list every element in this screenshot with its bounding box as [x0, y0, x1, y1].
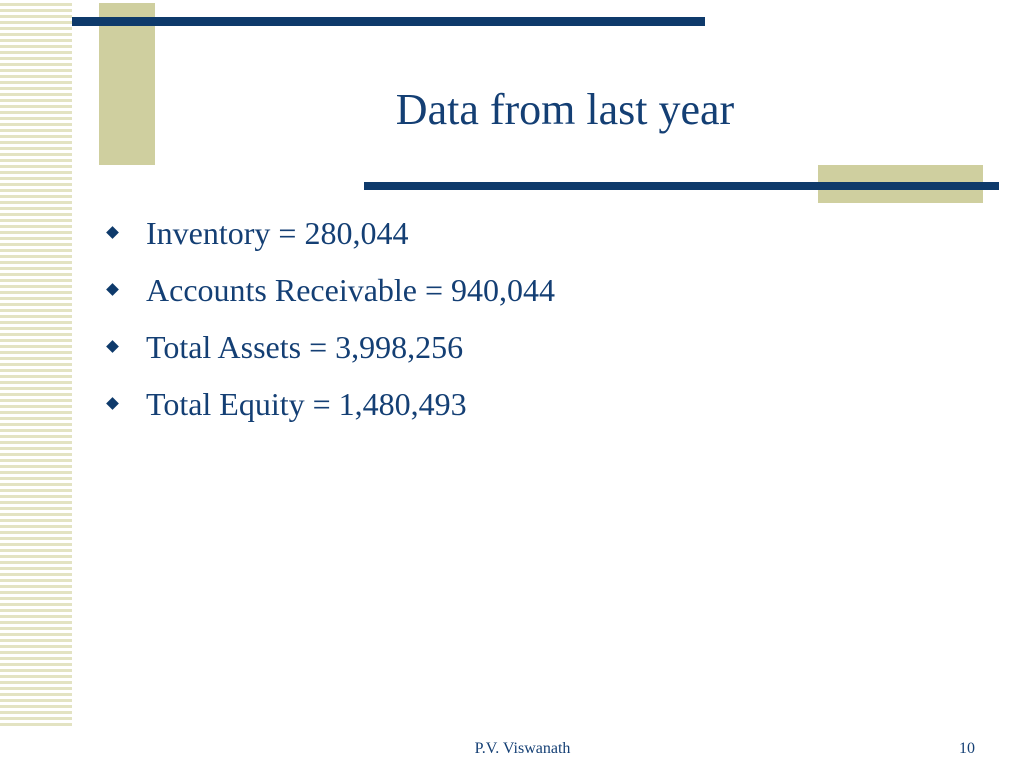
list-item — [104, 204, 984, 261]
decorative-rule-mid — [364, 182, 999, 190]
diamond-bullet-icon — [106, 226, 119, 239]
list-item — [104, 261, 984, 318]
decorative-rule-top — [72, 17, 705, 26]
list-item — [104, 375, 984, 432]
bullet-text-total-equity: Total Equity = 1,480,493 — [146, 385, 467, 422]
bullet-text-total-assets: Total Assets = 3,998,256 — [146, 328, 464, 365]
diamond-bullet-icon — [106, 283, 119, 296]
list-item — [104, 318, 984, 375]
decorative-stripes — [0, 0, 72, 728]
footer-author: P.V. Viswanath — [474, 740, 571, 757]
bullet-text-accounts-receivable: Accounts Receivable = 940,044 — [146, 271, 556, 308]
decorative-accent-block-top — [99, 3, 155, 165]
bullet-list — [104, 204, 984, 432]
page-number: 10 — [959, 740, 975, 757]
slide-title: Data from last year — [395, 85, 735, 134]
diamond-bullet-icon — [106, 340, 119, 353]
diamond-bullet-icon — [106, 397, 119, 410]
bullet-text-inventory: Inventory = 280,044 — [146, 214, 409, 251]
